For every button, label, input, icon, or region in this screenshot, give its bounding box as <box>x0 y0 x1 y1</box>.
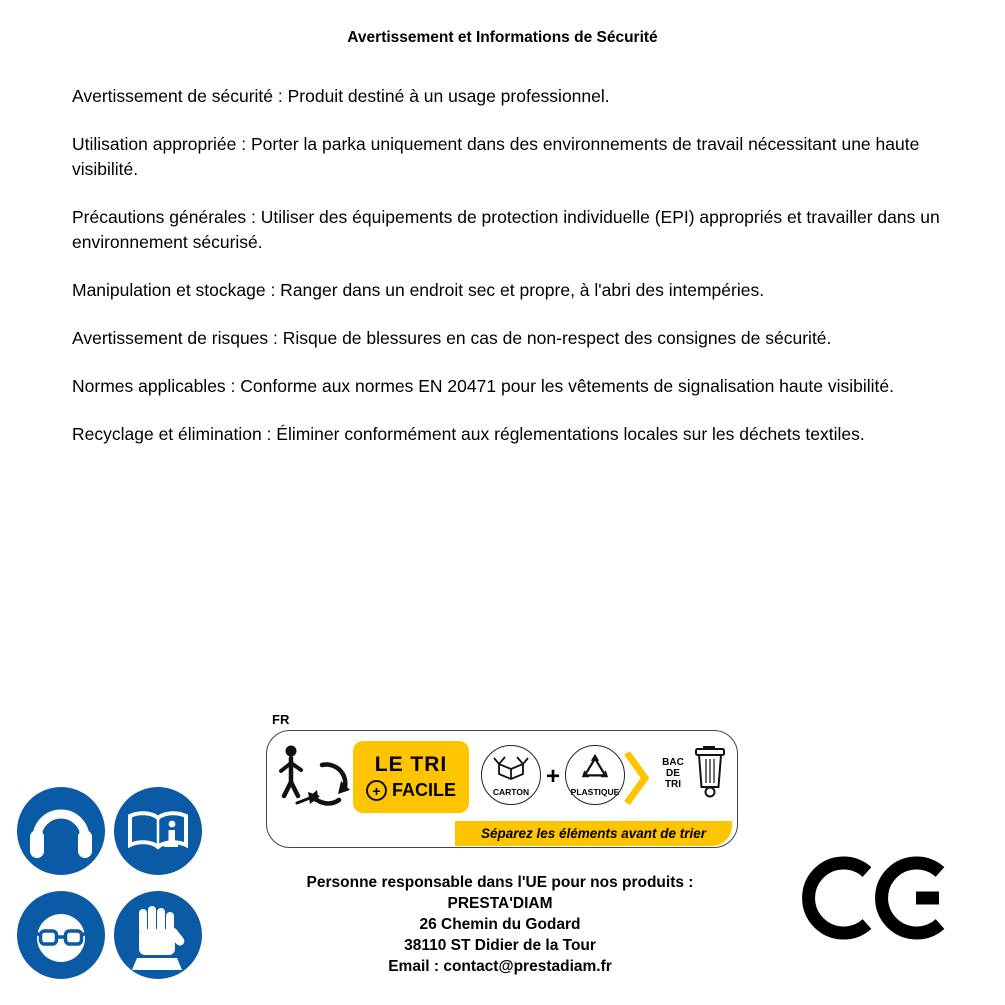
facile-label: FACILE <box>391 780 456 800</box>
read-manual-icon <box>114 787 202 875</box>
plus-circle-icon: + <box>366 780 387 801</box>
email-line: Email : contact@prestadiam.fr <box>388 958 612 975</box>
plus-sign: + <box>545 763 560 790</box>
company-name: PRESTA'DIAM <box>447 895 553 912</box>
safety-paragraph: Recyclage et élimination : Éliminer conformément aux réglementations locales sur les déchets textiles. <box>72 424 865 444</box>
le-tri-facile-box <box>353 741 469 813</box>
sorting-tagline: Séparez les éléments avant de trier <box>455 821 732 846</box>
info-tri-banner <box>266 712 742 848</box>
country-code-label: FR <box>272 712 290 727</box>
triman-icon <box>277 739 353 828</box>
ce-mark-icon <box>798 848 950 953</box>
safety-paragraph: Manipulation et stockage : Ranger dans un endroit sec et propre, à l'abri des intempéries. <box>72 280 765 300</box>
eye-protection-icon <box>17 891 105 979</box>
sorting-bin-icon <box>691 743 729 806</box>
chevron-right-icon <box>623 749 651 812</box>
address-line: 38110 ST Didier de la Tour <box>404 937 596 954</box>
safety-paragraph: Normes applicables : Conforme aux normes EN 20471 pour les vêtements de signalisation haute visibilité. <box>72 376 894 396</box>
page-title: Avertissement et Informations de Sécurité <box>347 29 658 46</box>
safety-paragraph: Avertissement de risques : Risque de blessures en cas de non-respect des consignes de sécurité. <box>72 328 832 348</box>
safety-text-block <box>72 84 950 470</box>
carton-box-icon <box>492 753 530 786</box>
safety-paragraph: Précautions générales : Utiliser des équipements de protection individuelle (EPI) appropriés et travailler dans un environnement sécurisé. <box>72 207 940 252</box>
safety-icons-grid <box>17 787 202 979</box>
plastique-label: PLASTIQUE <box>570 787 620 797</box>
bin-label: BAC DE TRI <box>662 757 684 790</box>
le-tri-label: LE TRI <box>374 753 448 776</box>
safety-paragraph: Avertissement de sécurité : Produit destiné à un usage professionnel. <box>72 86 610 106</box>
protective-gloves-icon <box>114 891 202 979</box>
plastique-material-badge <box>565 745 625 805</box>
info-tri-frame <box>266 730 738 848</box>
recycling-triangle-icon <box>578 753 612 786</box>
ear-protection-icon <box>17 787 105 875</box>
address-line: 26 Chemin du Godard <box>419 916 581 933</box>
carton-label: CARTON <box>492 787 530 797</box>
responsible-line: Personne responsable dans l'UE pour nos produits : <box>306 874 694 891</box>
safety-paragraph: Utilisation appropriée : Porter la parka uniquement dans des environnements de travail nécessitant une haute visibilité. <box>72 134 920 179</box>
responsible-block <box>240 872 760 977</box>
carton-material-badge <box>481 745 541 805</box>
